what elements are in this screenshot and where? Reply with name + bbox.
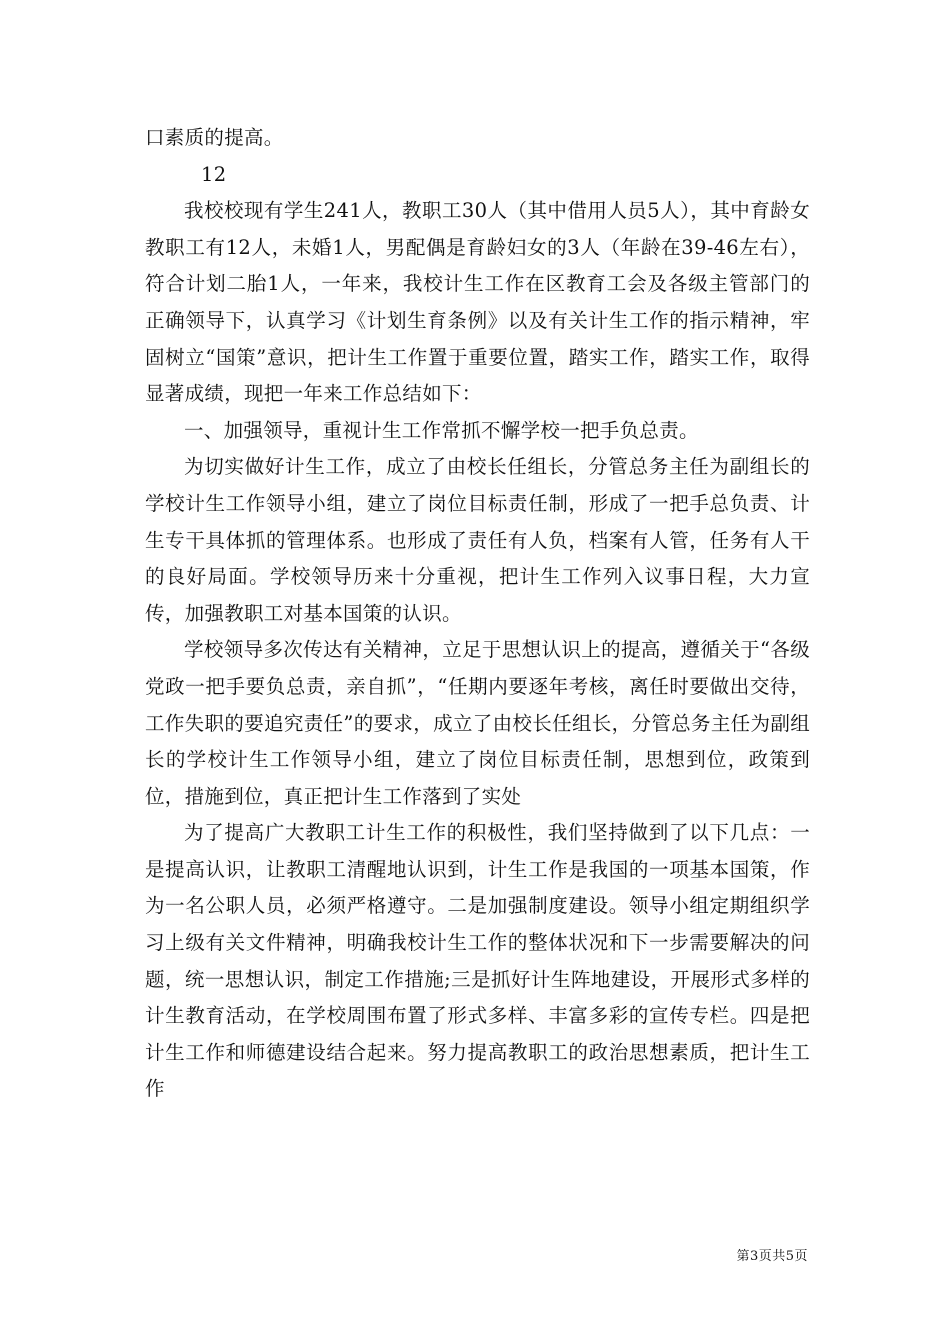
page-footer [736,1248,808,1266]
paragraph-leadership-group: 为切实做好计生工作，成立了由校长任组长，分管总务主任为副组长的学校计生工作领导小组，建立了岗位目标责任制，形成了一把手总负责、计生专干具体抓的管理体系。也形成了责任有人负，档案有人管，任务有人干的良好局面。学校领导历来十分重视，把计生工作列入议事日程，大力宣传，加强教职工对基本国策的认识。 [145,455,810,625]
section-heading: 一、加强领导，重视计生工作常抓不懈学校一把手负总责。 [184,418,699,442]
lead-line: 口素质的提高。 [145,126,284,149]
page-number-label: 第3页共5页 [736,1249,808,1264]
paragraph-measures: 为了提高广大教职工计生工作的积极性，我们坚持做到了以下几点：一是提高认识，让教职工清醒地认识到，计生工作是我国的一项基本国策，作为一名公职人员，必须严格遵守。二是加强制度建设。领导小组定期组织学习上级有关文件精神，明确我校计生工作的整体状况和下一步需要解决的问题，统一思想认识，制定工作措施;三是抓好计生阵地建设，开展形式多样的计生教育活动，在学校周围布置了形式多样、丰富多彩的宣传专栏。四是把计生工作和师德建设结合起来。努力提高教职工的政治思想素质，把计生工作 [145,821,810,1101]
document-body [145,120,810,1108]
paragraph-intro: 我校校现有学生241人，教职工30人（其中借用人员5人），其中育龄女教职工有12人，未婚1人，男配偶是育龄妇女的3人（年龄在39-46左右），符合计划二胎1人，一年来，我校计生工作在区教育工会及各级主管部门的正确领导下，认真学习《计划生育条例》以及有关计生工作的指示精神，牢固树立“国策”意识，把计生工作置于重要位置，踏实工作，踏实工作，取得显著成绩，现把一年来工作总结如下： [145,199,810,406]
section-number: 12 [201,162,227,186]
paragraph-leadership-requirements: 学校领导多次传达有关精神，立足于思想认识上的提高，遵循关于“各级党政一把手要负总责，亲自抓”，“任期内要逐年考核，离任时要做出交待，工作失职的要追究责任”的要求，成立了由校长任组长，分管总务主任为副组长的学校计生工作领导小组，建立了岗位目标责任制，思想到位，政策到位，措施到位，真正把计生工作落到了实处 [145,638,810,808]
